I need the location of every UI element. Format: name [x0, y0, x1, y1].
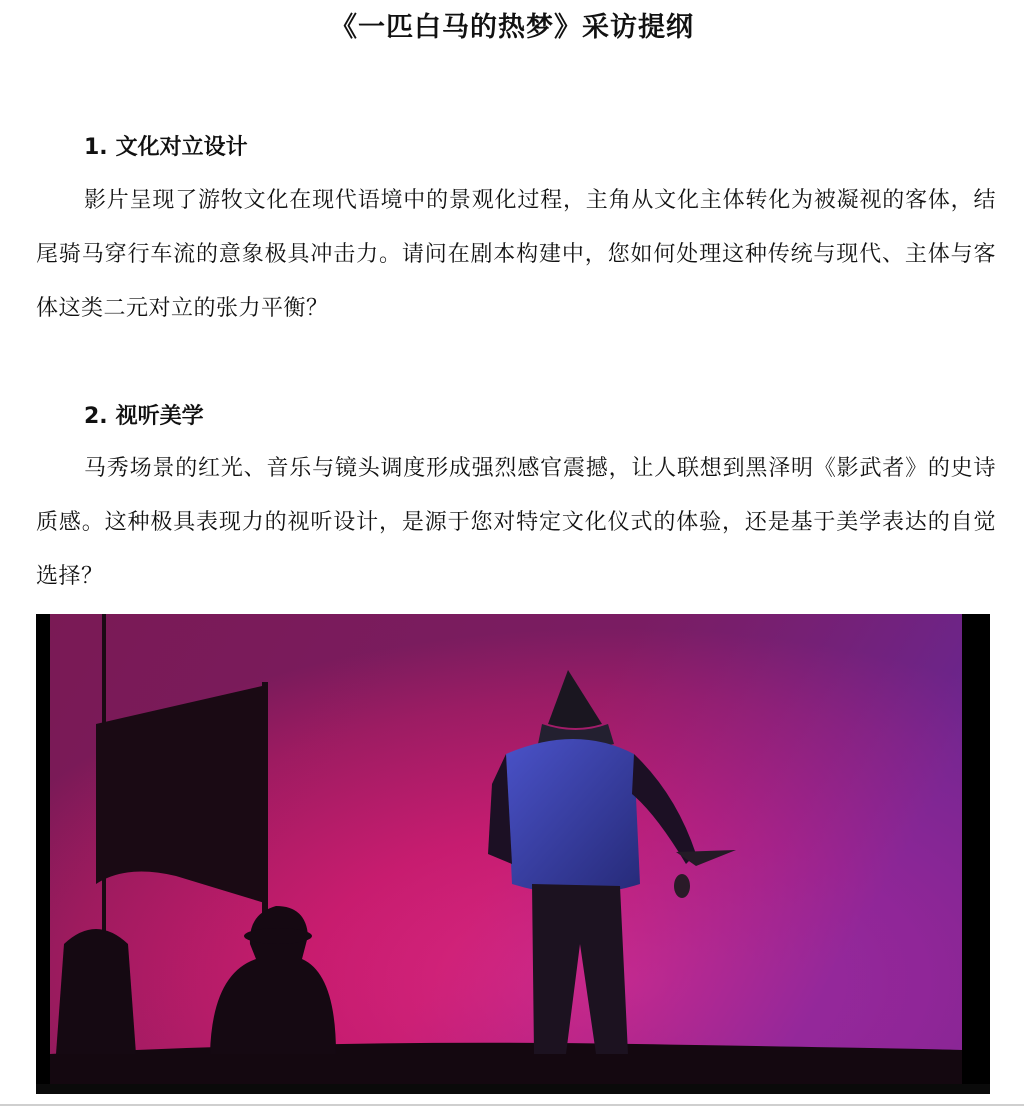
section-title: 文化对立设计	[115, 135, 248, 160]
document-title: 《一匹白马的热梦》采访提纲	[330, 12, 694, 43]
section-heading-audiovisual-aesthetics	[84, 402, 204, 432]
section-number: 2.	[84, 404, 108, 429]
film-still-illustration	[36, 614, 990, 1094]
section-number: 1.	[84, 135, 108, 160]
page-bottom-divider	[0, 1104, 1024, 1106]
section-paragraph-cultural-opposition: 影片呈现了游牧文化在现代语境中的景观化过程，主角从文化主体转化为被凝视的客体，结尾骑马穿行车流的意象极具冲击力。请问在剧本构建中，您如何处理这种传统与现代、主体与客体这类二元对立的张力平衡？	[36, 188, 996, 321]
section-heading-cultural-opposition	[84, 133, 248, 163]
section-paragraph-audiovisual-aesthetics: 马秀场景的红光、音乐与镜头调度形成强烈感官震撼，让人联想到黑泽明《影武者》的史诗质感。这种极具表现力的视听设计，是源于您对特定文化仪式的体验，还是基于美学表达的自觉选择？	[36, 456, 996, 589]
section-title: 视听美学	[115, 404, 204, 429]
film-still-image	[36, 614, 990, 1094]
